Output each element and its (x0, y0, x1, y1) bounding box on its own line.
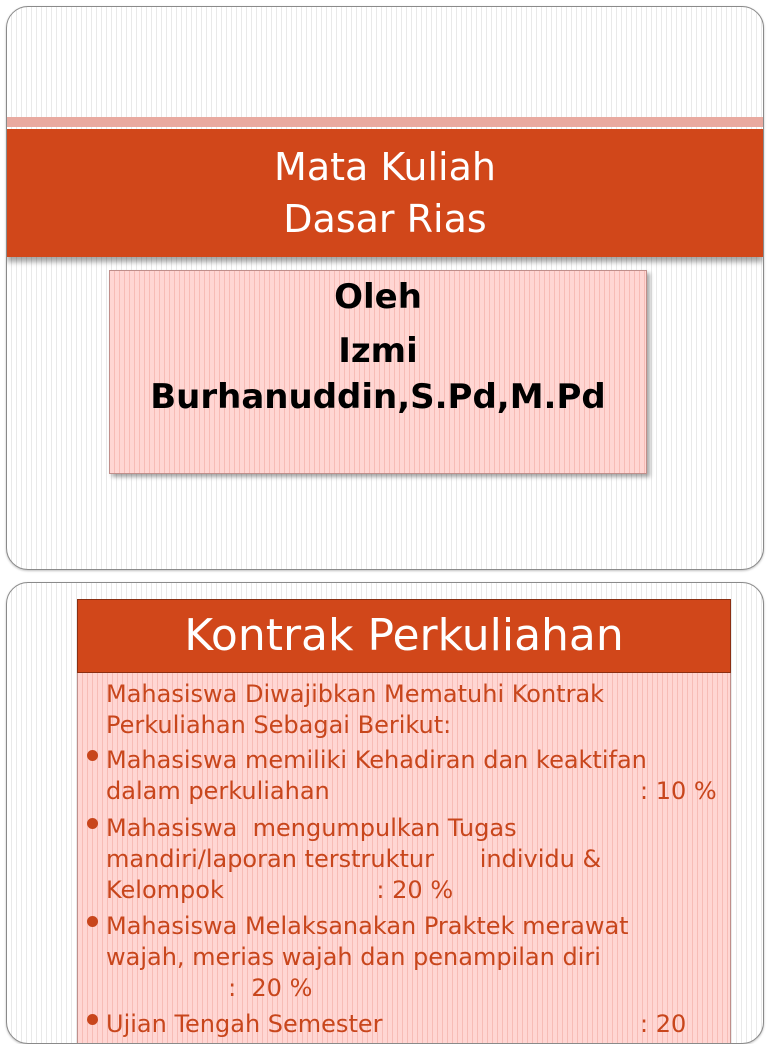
item-3-line-2: wajah, merias wajah dan penampilan diri (106, 943, 601, 971)
item-3-line-3: : 20 % (106, 974, 313, 1002)
course-title-line-2: Dasar Rias (283, 197, 487, 241)
bullet-icon (87, 750, 98, 761)
intro-line-2: Perkuliahan Sebagai Berikut: (106, 711, 452, 739)
title-slide (6, 6, 764, 570)
title-band (7, 129, 763, 257)
bullet-icon (87, 818, 98, 829)
item-2-line-3: Kelompok : 20 % (106, 876, 454, 904)
item-4-value: : 20 (640, 1010, 687, 1038)
course-title-line-1: Mata Kuliah (274, 145, 496, 189)
contract-heading: Kontrak Perkuliahan (77, 599, 731, 673)
item-2-line-1: Mahasiswa mengumpulkan Tugas (106, 814, 517, 842)
item-1-value: : 10 % (640, 777, 717, 805)
intro-line-1: Mahasiswa Diwajibkan Mematuhi Kontrak (106, 680, 605, 708)
title-band-accent (7, 117, 763, 127)
author-label: Oleh (334, 277, 422, 317)
item-3-line-1: Mahasiswa Melaksanakan Praktek merawat (106, 912, 629, 940)
contract-slide (6, 582, 764, 1044)
bullet-icon (87, 916, 98, 927)
author-box (109, 270, 647, 474)
item-1-line-2: dalam perkuliahan (106, 777, 330, 805)
author-first-name: Izmi (338, 331, 418, 371)
author-last-name: Burhanuddin,S.Pd,M.Pd (150, 377, 606, 417)
contract-body (77, 673, 731, 1044)
bullet-icon (87, 1014, 98, 1025)
item-4-line-1: Ujian Tengah Semester (106, 1010, 383, 1038)
item-2-line-2: mandiri/laporan terstruktur individu & (106, 845, 602, 873)
item-1-line-1: Mahasiswa memiliki Kehadiran dan keaktifan (106, 746, 647, 774)
